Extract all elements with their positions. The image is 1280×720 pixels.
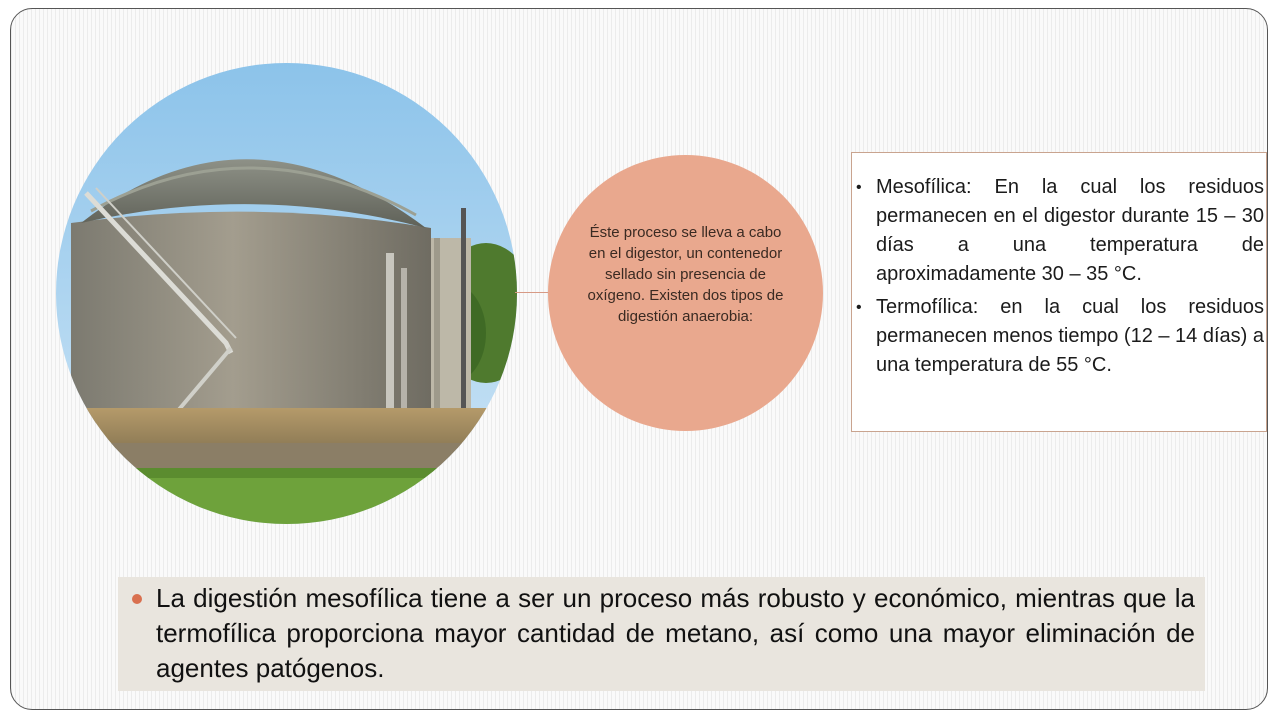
bullet-icon <box>132 594 142 604</box>
digestion-types-box <box>851 152 1267 432</box>
list-item-mesofilica <box>852 173 1264 289</box>
connector-line <box>515 292 551 293</box>
list-item-termofilica <box>852 293 1264 380</box>
biogas-digester-photo-icon <box>56 63 517 524</box>
digestion-types-list <box>852 173 1264 380</box>
digester-photo <box>56 63 517 524</box>
slide-frame <box>10 8 1268 710</box>
bullet-icon: • <box>856 299 862 316</box>
process-circle <box>548 155 823 431</box>
mesofilica-text: Mesofílica: En la cual los residuos permanecen en el digestor durante 15 – 30 días a una temperatura de aproximadamente 30 – 35 °C. <box>876 176 1264 285</box>
termofilica-text: Termofílica: en la cual los residuos permanecen menos tiempo (12 – 14 días) a una temperatura de 55 °C. <box>876 296 1264 376</box>
bullet-icon: • <box>856 179 862 196</box>
process-description: Éste proceso se lleva a cabo en el digestor, un contenedor sellado sin presencia de oxígeno. Existen dos tipos de digestión anaerobia: <box>587 223 784 325</box>
summary-text: La digestión mesofílica tiene a ser un proceso más robusto y económico, mientras que la termofílica proporciona mayor cantidad de metano, así como una mayor eliminación de agentes patógenos. <box>156 583 1195 683</box>
summary-box <box>118 577 1205 691</box>
